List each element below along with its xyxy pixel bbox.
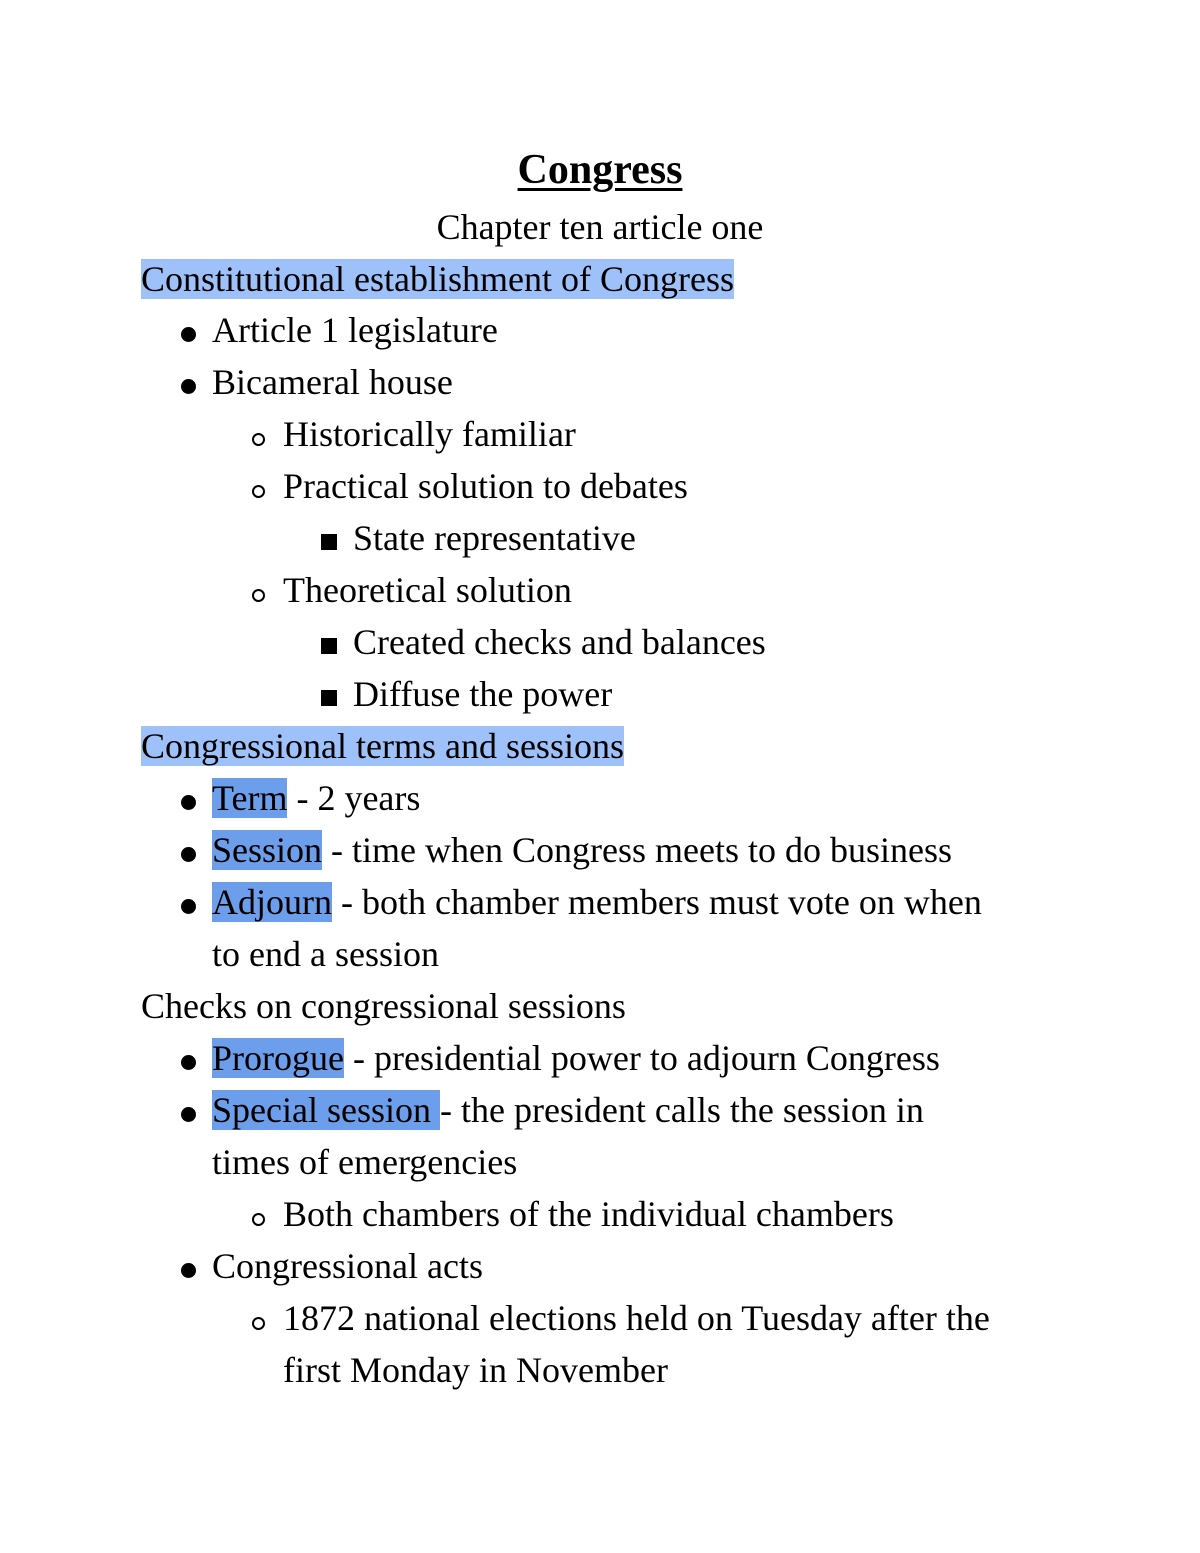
sub-list-item: Historically familiar xyxy=(283,414,576,454)
bullet-dot-icon xyxy=(181,827,196,873)
list-item xyxy=(212,879,982,925)
section-heading-checks: Checks on congressional sessions xyxy=(141,986,626,1026)
bullet-dot-icon xyxy=(181,1243,196,1289)
term-definition: - presidential power to adjourn Congress xyxy=(343,1038,940,1078)
list-item xyxy=(212,1087,924,1133)
list-item-continuation: times of emergencies xyxy=(212,1142,518,1182)
term-highlight: Prorogue xyxy=(212,1038,344,1078)
bullet-circle-icon xyxy=(252,1295,265,1341)
sub-list-item-continuation: first Monday in November xyxy=(283,1350,668,1390)
bullet-circle-icon xyxy=(252,1191,265,1237)
heading-highlight: Constitutional establishment of Congress xyxy=(141,259,734,299)
term-highlight: Adjourn xyxy=(212,882,332,922)
term-highlight: Special session xyxy=(212,1090,440,1130)
sub-list-item: Both chambers of the individual chambers xyxy=(283,1194,894,1234)
sub-sub-list-item: Created checks and balances xyxy=(353,622,766,662)
list-item xyxy=(212,1035,940,1081)
list-item xyxy=(212,827,952,873)
sub-sub-list-item: State representative xyxy=(353,518,636,558)
sub-list-item: Theoretical solution xyxy=(283,570,572,610)
term-definition: - 2 years xyxy=(287,778,421,818)
bullet-square-icon xyxy=(321,619,337,665)
sub-list-item: Practical solution to debates xyxy=(283,466,688,506)
term-highlight: Term xyxy=(212,778,288,818)
bullet-circle-icon xyxy=(252,411,265,457)
bullet-circle-icon xyxy=(252,567,265,613)
heading-highlight: Congressional terms and sessions xyxy=(141,726,624,766)
bullet-dot-icon xyxy=(181,359,196,405)
term-definition: - both chamber members must vote on when xyxy=(332,882,982,922)
sub-sub-list-item: Diffuse the power xyxy=(353,674,613,714)
section-heading-terms xyxy=(141,723,624,769)
term-definition: - time when Congress meets to do business xyxy=(322,830,952,870)
page-subtitle: Chapter ten article one xyxy=(436,207,764,247)
bullet-square-icon xyxy=(321,515,337,561)
bullet-dot-icon xyxy=(181,879,196,925)
section-heading-constitutional xyxy=(141,256,734,302)
term-highlight: Session xyxy=(212,830,323,870)
bullet-dot-icon xyxy=(181,1087,196,1133)
page-title: Congress xyxy=(517,147,683,193)
bullet-dot-icon xyxy=(181,307,196,353)
term-definition: - the president calls the session in xyxy=(439,1090,924,1130)
bullet-square-icon xyxy=(321,671,337,717)
sub-list-item: 1872 national elections held on Tuesday after the xyxy=(283,1298,990,1338)
list-item: Congressional acts xyxy=(212,1246,483,1286)
list-item: Bicameral house xyxy=(212,362,453,402)
bullet-circle-icon xyxy=(252,463,265,509)
list-item: Article 1 legislature xyxy=(212,310,498,350)
bullet-dot-icon xyxy=(181,775,196,821)
list-item xyxy=(212,775,420,821)
bullet-dot-icon xyxy=(181,1035,196,1081)
list-item-continuation: to end a session xyxy=(212,934,439,974)
